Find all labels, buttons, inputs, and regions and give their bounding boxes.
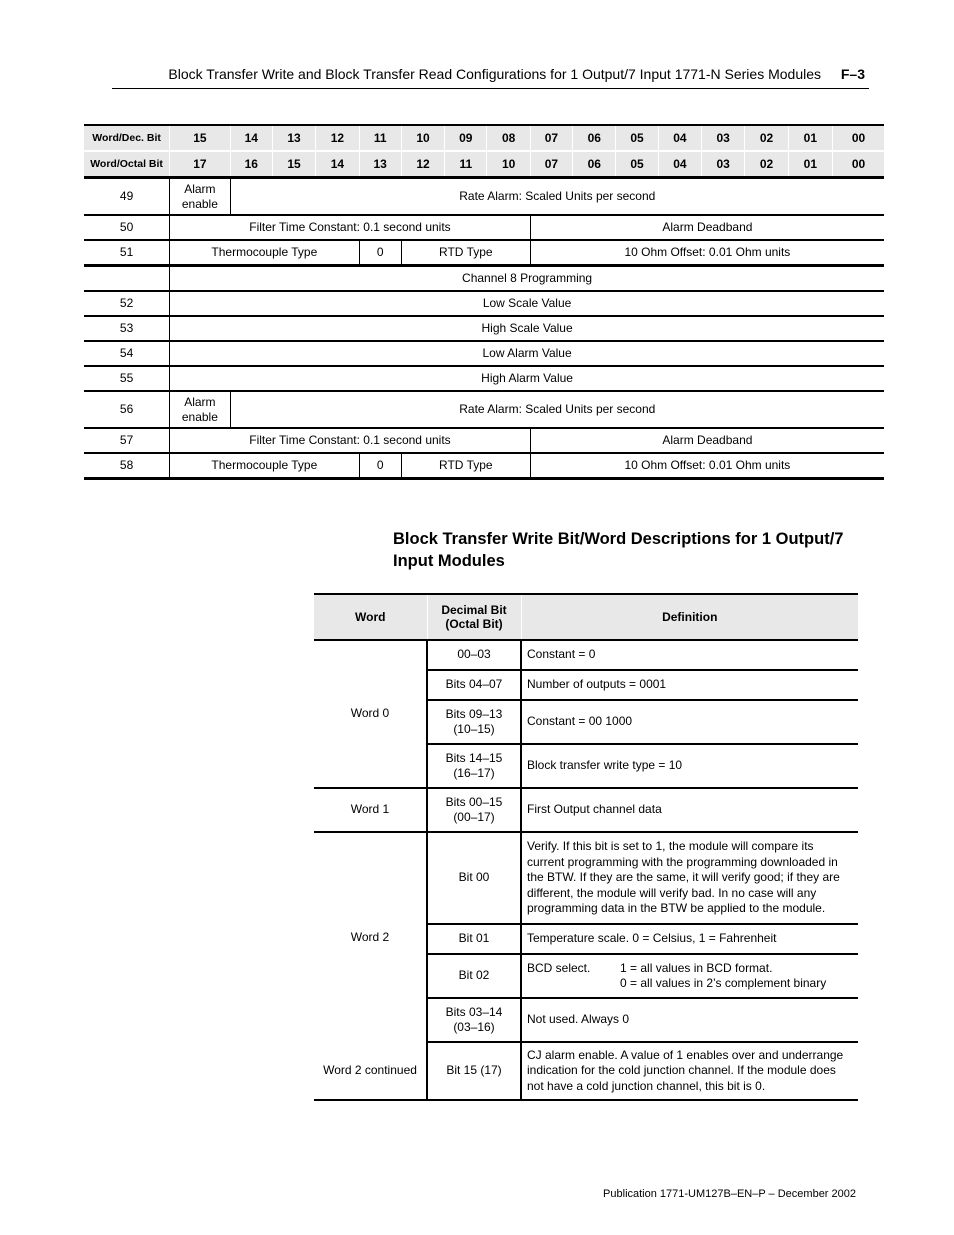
definition-cell: Number of outputs = 0001 <box>521 670 858 700</box>
bit-cell: Bit 02 <box>427 954 521 998</box>
oct-bit: 11 <box>445 151 487 178</box>
ohm-offset-cell: 10 Ohm Offset: 0.01 Ohm units <box>530 240 884 266</box>
filter-time-cell: Filter Time Constant: 0.1 second units <box>170 428 531 453</box>
dec-bit: 04 <box>658 125 701 151</box>
word-number: 50 <box>84 215 170 240</box>
ohm-offset-cell: 10 Ohm Offset: 0.01 Ohm units <box>530 453 884 479</box>
section-title: Block Transfer Write Bit/Word Descriptions for 1 Output/7 Input Modules <box>393 530 844 570</box>
oct-bit: 14 <box>316 151 359 178</box>
bcd-option: 1 = all values in BCD format. <box>620 960 773 975</box>
oct-bit: 15 <box>272 151 315 178</box>
oct-bit: 17 <box>170 151 230 178</box>
table-row <box>84 316 884 341</box>
dec-bit: 05 <box>616 125 658 151</box>
table-row <box>314 640 858 670</box>
word-number: 51 <box>84 240 170 266</box>
definition-cell: First Output channel data <box>521 788 858 832</box>
oct-bit: 01 <box>788 151 832 178</box>
definition-cell: Verify. If this bit is set to 1, the module will compare its current programming with the programming downloaded in the BTW. If they are the same, it will verify good; if they are different, the module will verify bad. In no case will any programming data in the BTW be applied to the module. <box>521 832 858 924</box>
word-label: Word 0 <box>314 640 427 788</box>
alarm-deadband-cell: Alarm Deadband <box>530 428 884 453</box>
dec-bit: 01 <box>788 125 832 151</box>
bit-cell: Bits 04–07 <box>427 670 521 700</box>
oct-bit: 00 <box>832 151 884 178</box>
bit-cell: Bit 01 <box>427 924 521 954</box>
zero-cell: 0 <box>359 240 401 266</box>
table-row <box>314 1042 858 1100</box>
alarm-enable-cell: Alarm enable <box>170 178 230 216</box>
table-row <box>314 788 858 832</box>
table-row <box>84 391 884 428</box>
definition-cell: Constant = 0 <box>521 640 858 670</box>
configuration-table <box>84 124 884 480</box>
word-number: 55 <box>84 366 170 391</box>
bit-cell: Bits 09–13 (10–15) <box>427 700 521 744</box>
word-number: 49 <box>84 178 170 216</box>
word-number: 56 <box>84 391 170 428</box>
word-number: 54 <box>84 341 170 366</box>
dec-bit: 10 <box>401 125 444 151</box>
bit-cell: Bits 03–14 (03–16) <box>427 998 521 1042</box>
dec-bit: 15 <box>170 125 230 151</box>
word-number <box>84 266 170 292</box>
bit-column-header: Decimal Bit (Octal Bit) <box>427 594 521 640</box>
oct-bit: 03 <box>702 151 745 178</box>
bit-cell: 00–03 <box>427 640 521 670</box>
bit-word-description-table <box>314 593 858 1101</box>
table-row <box>84 341 884 366</box>
zero-cell: 0 <box>359 453 401 479</box>
dec-bit: 06 <box>573 125 616 151</box>
octal-bit-header-row <box>84 151 884 178</box>
bit-cell: Bits 00–15 (00–17) <box>427 788 521 832</box>
word-column-header: Word <box>314 594 427 640</box>
word-number: 57 <box>84 428 170 453</box>
low-scale-value: Low Scale Value <box>170 291 884 316</box>
dec-bit: 07 <box>530 125 572 151</box>
thermocouple-type-cell: Thermocouple Type <box>170 240 359 266</box>
definition-cell: Constant = 00 1000 <box>521 700 858 744</box>
table-row <box>84 428 884 453</box>
table-row <box>84 291 884 316</box>
table-row <box>314 832 858 924</box>
dec-bit: 02 <box>745 125 788 151</box>
definition-cell: Temperature scale. 0 = Celsius, 1 = Fahrenheit <box>521 924 858 954</box>
definition-cell <box>521 954 858 998</box>
thermocouple-type-cell: Thermocouple Type <box>170 453 359 479</box>
filter-time-cell: Filter Time Constant: 0.1 second units <box>170 215 531 240</box>
word-number: 58 <box>84 453 170 479</box>
dec-bit: 14 <box>230 125 272 151</box>
rate-alarm-cell: Rate Alarm: Scaled Units per second <box>230 178 884 216</box>
oct-bit: 13 <box>359 151 401 178</box>
word-label: Word 2 continued <box>314 1042 427 1100</box>
rtd-type-cell: RTD Type <box>401 453 530 479</box>
word-number: 53 <box>84 316 170 341</box>
table-row <box>84 240 884 266</box>
bcd-select-label: BCD select. <box>527 960 591 975</box>
rtd-type-cell: RTD Type <box>401 240 530 266</box>
page-number: F–3 <box>840 66 865 82</box>
dec-label: Word/Dec. Bit <box>84 125 170 151</box>
table-row <box>84 215 884 240</box>
table-row <box>84 266 884 292</box>
oct-label: Word/Octal Bit <box>84 151 170 178</box>
alarm-deadband-cell: Alarm Deadband <box>530 215 884 240</box>
channel-8-programming: Channel 8 Programming <box>170 266 884 292</box>
oct-bit: 05 <box>616 151 658 178</box>
definition-cell: CJ alarm enable. A value of 1 enables over and underrange indication for the cold junction channel. If the module does not have a cold junction channel, this bit is 0. <box>521 1042 858 1100</box>
dec-bit: 09 <box>445 125 487 151</box>
bit-cell: Bit 00 <box>427 832 521 924</box>
definition-cell: Not used. Always 0 <box>521 998 858 1042</box>
header-title: Block Transfer Write and Block Transfer Read Configurations for 1 Output/7 Input 1771-N Series Modules <box>168 66 821 82</box>
bcd-option: 0 = all values in 2’s complement binary <box>620 976 827 990</box>
page-header <box>112 64 869 89</box>
word-label: Word 1 <box>314 788 427 832</box>
high-scale-value: High Scale Value <box>170 316 884 341</box>
oct-bit: 10 <box>487 151 530 178</box>
oct-bit: 06 <box>573 151 616 178</box>
table-header-row <box>314 594 858 640</box>
high-alarm-value: High Alarm Value <box>170 366 884 391</box>
rate-alarm-cell: Rate Alarm: Scaled Units per second <box>230 391 884 428</box>
oct-bit: 16 <box>230 151 272 178</box>
definition-cell: Block transfer write type = 10 <box>521 744 858 788</box>
dec-bit: 00 <box>832 125 884 151</box>
low-alarm-value: Low Alarm Value <box>170 341 884 366</box>
table-row <box>84 453 884 479</box>
word-number: 52 <box>84 291 170 316</box>
table-row <box>84 366 884 391</box>
dec-bit: 12 <box>316 125 359 151</box>
dec-bit: 03 <box>702 125 745 151</box>
oct-bit: 04 <box>658 151 701 178</box>
publication-footer: Publication 1771-UM127B–EN–P – December 2002 <box>603 1188 856 1200</box>
oct-bit: 12 <box>401 151 444 178</box>
dec-bit: 11 <box>359 125 401 151</box>
dec-bit: 08 <box>487 125 530 151</box>
dec-bit: 13 <box>272 125 315 151</box>
table-row <box>84 178 884 216</box>
alarm-enable-cell: Alarm enable <box>170 391 230 428</box>
oct-bit: 07 <box>530 151 572 178</box>
bit-cell: Bit 15 (17) <box>427 1042 521 1100</box>
bit-cell: Bits 14–15 (16–17) <box>427 744 521 788</box>
decimal-bit-header-row <box>84 125 884 151</box>
word-label: Word 2 <box>314 832 427 1042</box>
definition-column-header: Definition <box>521 594 858 640</box>
oct-bit: 02 <box>745 151 788 178</box>
